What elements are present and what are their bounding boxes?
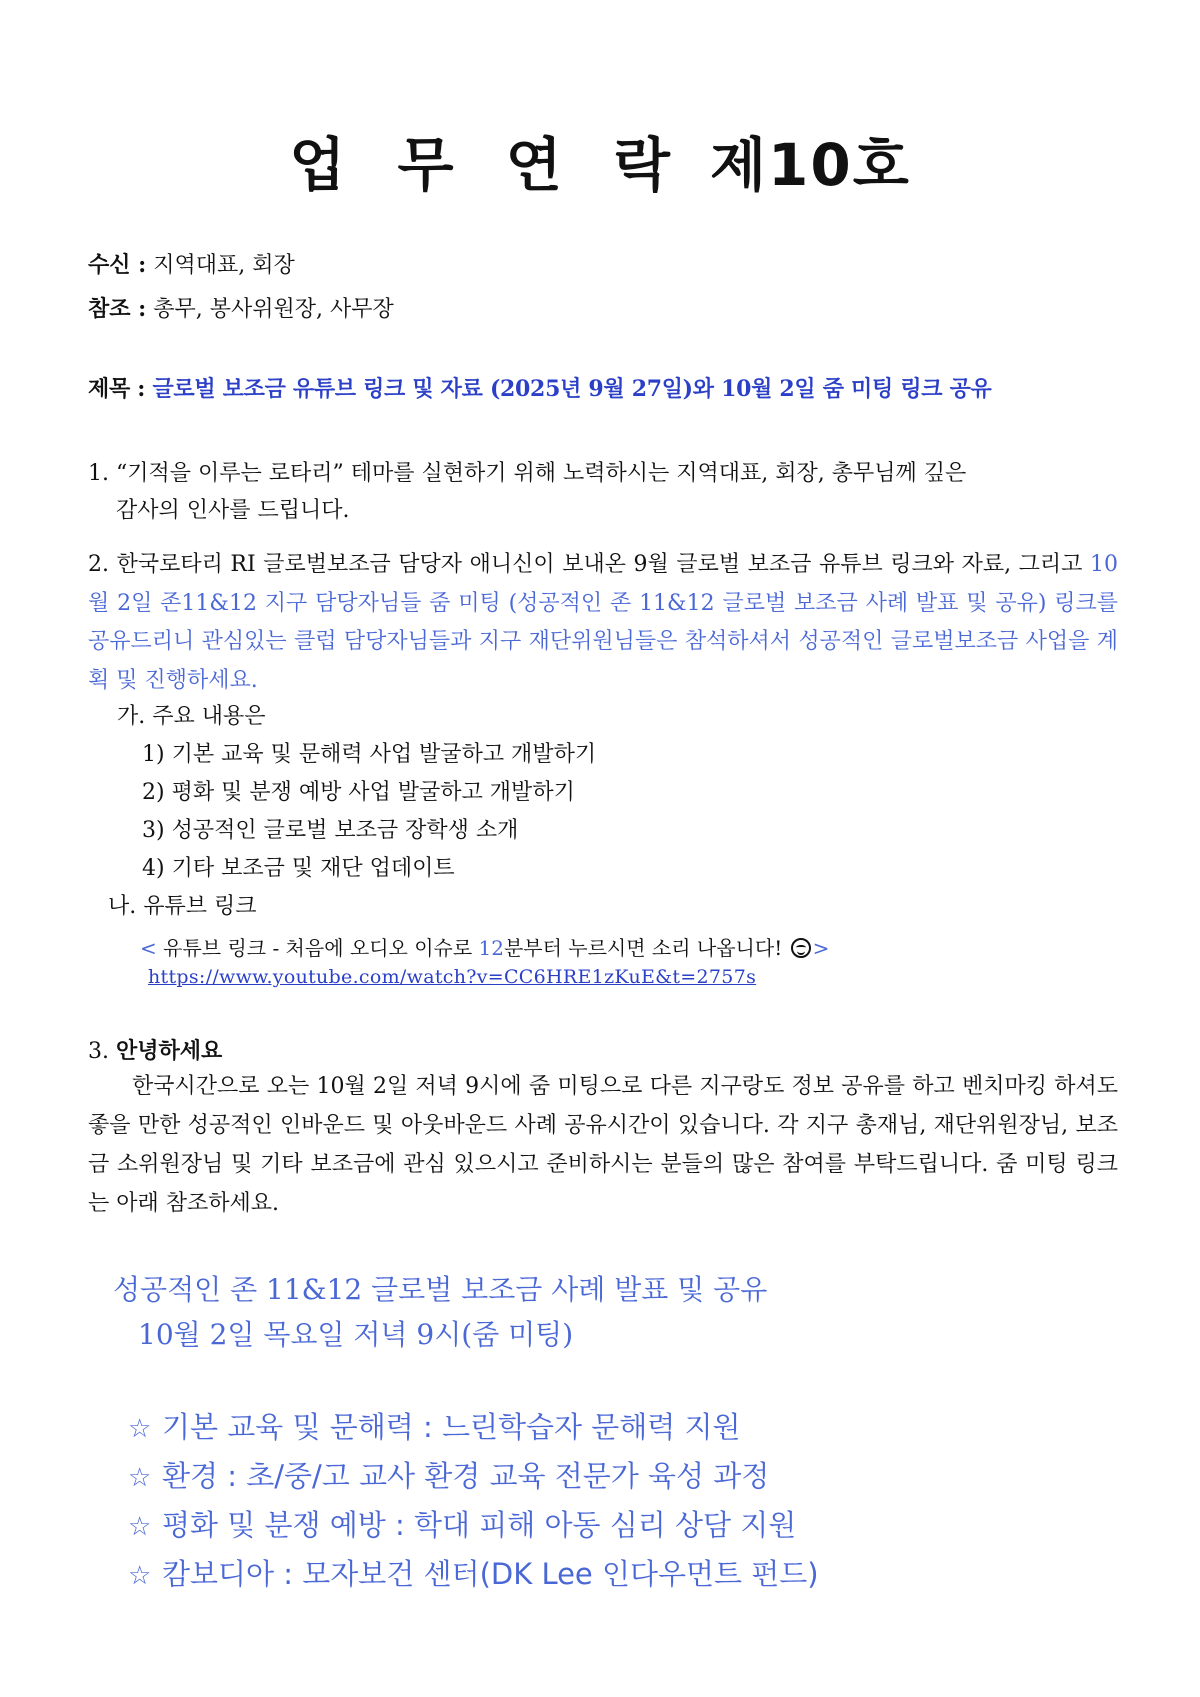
item1-line2: 감사의 인사를 드립니다. bbox=[116, 498, 350, 523]
highlight-text: 캄보디아 : 모자보건 센터(DK Lee 인다우먼트 펀드) bbox=[162, 1557, 819, 1591]
item3-body: 한국시간으로 오는 10월 2일 저녁 9시에 줌 미팅으로 다른 지구랑도 정보 공유를 하고 벤치마킹 하셔도 좋을 만한 성공적인 인바운드 및 아웃바운드 사례 공유시간이 있습니다. 각 지구 총재님, 재단위원장님, 보조금 소위원장님 및 기타 보조금에 관심 있으시고 준비하시는 분들의 많은 참여를 부탁드립니다. 줌 미팅 링크는 아래 참조하세요. bbox=[88, 1074, 1118, 1216]
title-words: 업 무 연 락 bbox=[289, 131, 672, 199]
star-icon: ☆ bbox=[128, 1414, 152, 1444]
youtube-note-open: < bbox=[140, 936, 157, 960]
cc-label: 참조 : bbox=[88, 296, 147, 322]
cc-line bbox=[88, 298, 394, 321]
youtube-note-close: > bbox=[812, 936, 830, 960]
subject-line bbox=[88, 378, 991, 400]
highlight-text: 평화 및 분쟁 예방 : 학대 피해 아동 심리 상담 지원 bbox=[162, 1508, 797, 1542]
recipient-value: 지역대표, 회장 bbox=[153, 253, 295, 278]
title-number: 제10호 bbox=[709, 131, 911, 199]
highlight-item bbox=[128, 1552, 819, 1593]
highlight-text: 기본 교육 및 문해력 : 느린학습자 문해력 지원 bbox=[162, 1410, 741, 1444]
subject-value: 글로벌 보조금 유튜브 링크 및 자료 (2025년 9월 27일)와 10월 2일 줌 미팅 링크 공유 bbox=[152, 376, 992, 402]
item2-point: 3) 성공적인 글로벌 보조금 장학생 소개 bbox=[142, 818, 519, 843]
highlight-item bbox=[128, 1503, 796, 1544]
item3-heading-line bbox=[88, 1040, 222, 1063]
smiley-icon bbox=[791, 938, 811, 958]
star-icon: ☆ bbox=[128, 1561, 152, 1591]
item2-point: 4) 기타 보조금 및 재단 업데이트 bbox=[142, 856, 455, 881]
recipient-label: 수신 : bbox=[88, 252, 147, 278]
youtube-link[interactable]: https://www.youtube.com/watch?v=CC6HRE1zKuE&t=2757s bbox=[148, 966, 757, 988]
item2-point: 1) 기본 교육 및 문해력 사업 발굴하고 개발하기 bbox=[142, 742, 597, 767]
highlight-text: 환경 : 초/중/고 교사 환경 교육 전문가 육성 과정 bbox=[162, 1459, 770, 1493]
item3-number: 3. bbox=[88, 1039, 109, 1064]
document-title bbox=[0, 118, 1200, 202]
star-icon: ☆ bbox=[128, 1463, 152, 1493]
item3-heading: 안녕하세요 bbox=[116, 1038, 223, 1064]
item2-point: 2) 평화 및 분쟁 예방 사업 발굴하고 개발하기 bbox=[142, 780, 575, 805]
zoom-meeting-title: 성공적인 존 11&12 글로벌 보조금 사례 발표 및 공유 bbox=[113, 1273, 768, 1306]
item1-text-line1: “기적을 이루는 로타리” 테마를 실현하기 위해 노력하시는 지역대표, 회장, 총무님께 깊은 bbox=[116, 461, 967, 486]
cc-value: 총무, 봉사위원장, 사무장 bbox=[153, 297, 394, 322]
item2-text-highlight: 10월 2일 존11&12 지구 담당자님들 줌 미팅 (성공적인 존 11&12 글로벌 보조금 사례 발표 및 공유) 링크를 공유드리니 관심있는 클럽 담당자님들과 지구 재단위원님들은 참석하셔서 성공적인 글로벌보조금 사업을 계획 및 진행하세요. bbox=[88, 552, 1119, 693]
item2-paragraph bbox=[88, 546, 1118, 700]
item2-na-heading: 나. 유튜브 링크 bbox=[108, 894, 257, 919]
item1-line1 bbox=[88, 463, 966, 485]
recipient-line bbox=[88, 254, 295, 277]
item2-ga-heading: 가. 주요 내용은 bbox=[117, 704, 266, 729]
zoom-meeting-when: 10월 2일 목요일 저녁 9시(줌 미팅) bbox=[138, 1318, 574, 1351]
youtube-note-text-2: 분부터 누르시면 소리 나옵니다! bbox=[503, 936, 783, 960]
subject-label: 제목 : bbox=[88, 376, 146, 402]
youtube-note-minutes: 12 bbox=[478, 936, 504, 960]
item1-number: 1. bbox=[88, 461, 109, 486]
youtube-note-text: 유튜브 링크 - 처음에 오디오 이슈로 bbox=[163, 936, 473, 960]
youtube-note bbox=[140, 932, 829, 961]
highlight-item bbox=[128, 1454, 769, 1495]
item2-number: 2. bbox=[88, 552, 109, 577]
highlight-item bbox=[128, 1405, 741, 1446]
item2-text-intro: 한국로타리 RI 글로벌보조금 담당자 애니신이 보내온 9월 글로벌 보조금 유튜브 링크와 자료, 그리고 bbox=[116, 552, 1083, 577]
star-icon: ☆ bbox=[128, 1512, 152, 1542]
